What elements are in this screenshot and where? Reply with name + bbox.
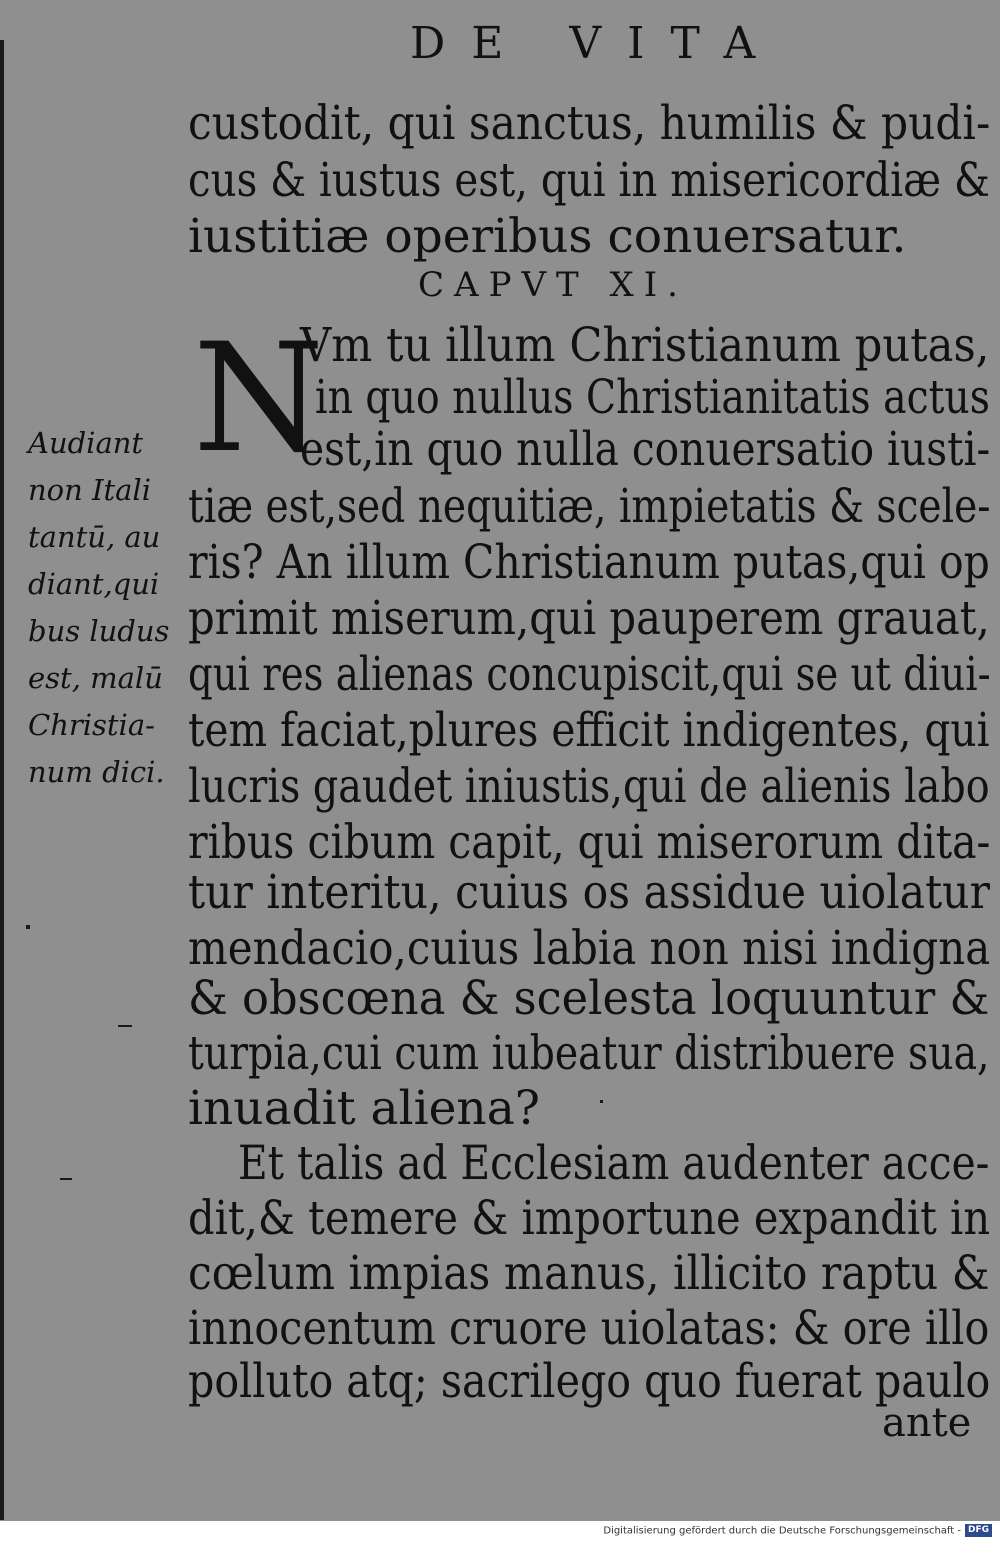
margin-note-line: Christia- <box>28 708 155 742</box>
text-line: tiæ est,sed nequitiæ, impietatis & scele- <box>188 479 991 534</box>
text-line: custodit, qui sanctus, humilis & pudi- <box>188 96 991 151</box>
text-line: cus & iustus est, qui in misericordiæ & <box>188 153 990 208</box>
text-line: primit miserum,qui pauperem grauat, <box>188 591 990 646</box>
margin-note-line: Audiant <box>28 426 144 460</box>
credit-text: Digitalisierung gefördert durch die Deutsche Forschungsgemeinschaft - <box>603 1525 961 1537</box>
margin-note-line: est, malū <box>28 661 163 695</box>
digitization-credit <box>603 1524 992 1539</box>
marginal-note <box>28 420 188 796</box>
drop-capital: N <box>193 312 325 486</box>
margin-note-line: tantū, au <box>28 520 161 554</box>
text-line: qui res alienas concupiscit,qui se ut diui- <box>188 647 991 702</box>
dfg-logo: DFG <box>965 1524 992 1537</box>
text-line: innocentum cruore uiolatas: & ore illo <box>188 1301 990 1356</box>
scan-speck <box>600 1100 603 1103</box>
scan-speck <box>60 1178 72 1180</box>
text-line: cœlum impias manus, illicito raptu & <box>188 1246 990 1301</box>
text-line: inuadit aliena? <box>188 1081 540 1136</box>
text-line: Vm tu illum Christianum putas, <box>300 318 990 373</box>
running-title: DE VITA <box>410 18 782 69</box>
text-line: Et talis ad Ecclesiam audenter acce- <box>238 1136 990 1191</box>
text-line: tem faciat,plures efficit indigentes, qui <box>188 703 990 758</box>
text-line: mendacio,cuius labia non nisi indigna <box>188 921 991 976</box>
margin-note-line: num dici. <box>28 755 165 789</box>
text-line: ribus cibum capit, qui miserorum dita- <box>188 815 991 870</box>
scan-speck <box>118 1025 132 1027</box>
margin-note-line: diant,qui <box>28 567 160 601</box>
catchword: ante <box>882 1400 972 1446</box>
text-line: est,in quo nulla conuersatio iusti- <box>300 422 991 477</box>
text-line: turpia,cui cum iubeatur distribuere sua, <box>188 1026 990 1081</box>
margin-note-line: non Itali <box>28 473 151 507</box>
text-line: polluto atq; sacrilego quo fuerat paulo <box>188 1354 991 1409</box>
margin-note-line: bus ludus <box>28 614 170 648</box>
text-line: ris? An illum Christianum putas,qui op <box>188 535 990 590</box>
chapter-heading: CAPVT XI. <box>418 265 688 305</box>
page-edge-shadow <box>0 40 4 1520</box>
text-line: in quo nullus Christianitatis actus <box>315 370 990 425</box>
text-line: iustitiæ operibus conuersatur. <box>188 209 907 264</box>
text-line: tur interitu, cuius os assidue uiolatur <box>188 865 990 920</box>
text-line: lucris gaudet iniustis,qui de alienis labo <box>188 759 990 814</box>
text-line: & obscœna & scelesta loquuntur & <box>188 971 990 1026</box>
text-line: dit,& temere & importune expandit in <box>188 1191 991 1246</box>
scan-speck <box>26 925 30 929</box>
